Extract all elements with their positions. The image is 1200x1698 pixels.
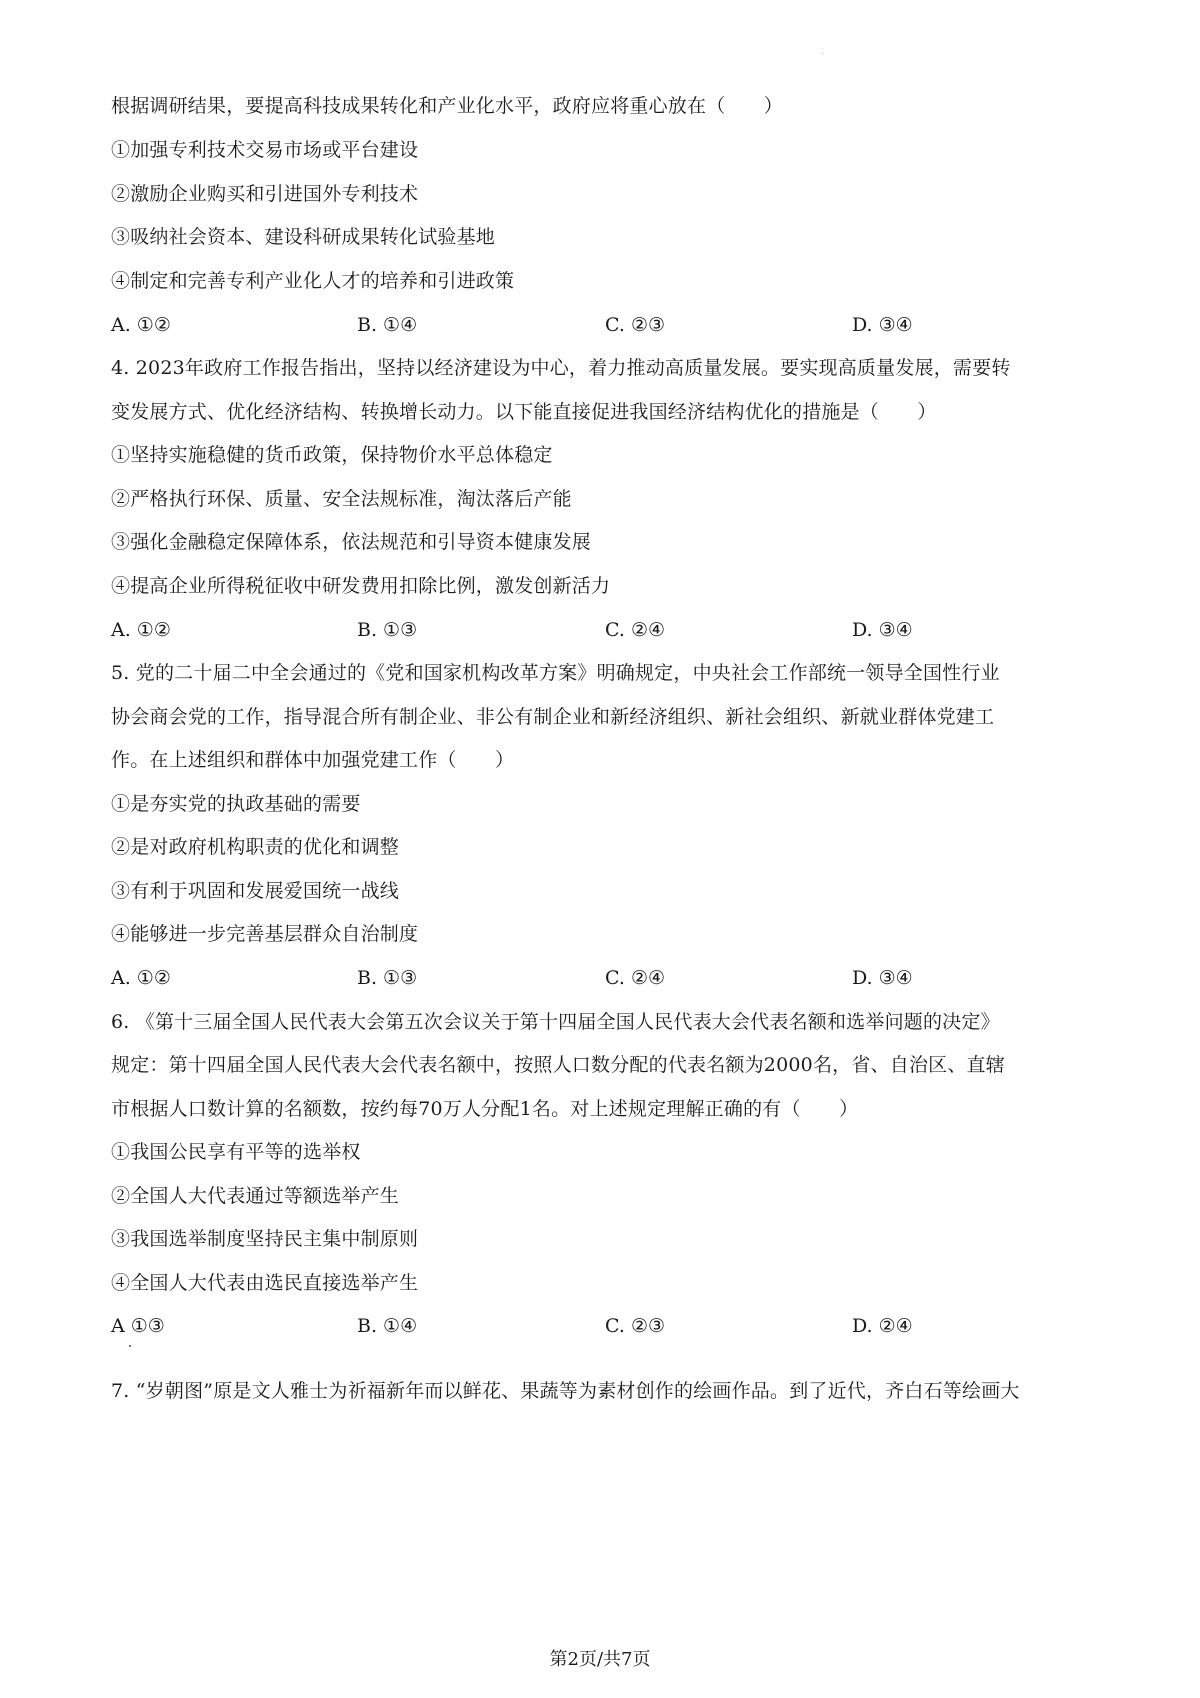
q3-option-a: A. ①② bbox=[111, 314, 171, 336]
q6-option-b: B. ①④ bbox=[357, 1315, 418, 1337]
q3-option-c: C. ②③ bbox=[605, 314, 666, 336]
q5-options bbox=[111, 965, 1101, 991]
stray-dot-mark-top bbox=[822, 53, 823, 54]
q4-item-2: ②严格执行环保、质量、安全法规标准，淘汰落后产能 bbox=[111, 488, 572, 510]
q4-options bbox=[111, 617, 1101, 643]
q3-item-3: ③吸纳社会资本、建设科研成果转化试验基地 bbox=[111, 226, 496, 248]
q5-option-d: D. ③④ bbox=[852, 967, 913, 989]
q3-item-4: ④制定和完善专利产业化人才的培养和引进政策 bbox=[111, 270, 515, 292]
q6-option-a: A ①③ bbox=[111, 1315, 165, 1337]
q5-option-a: A. ①② bbox=[111, 967, 171, 989]
q5-item-4: ④能够进一步完善基层群众自治制度 bbox=[111, 923, 419, 945]
q6-option-d: D. ②④ bbox=[852, 1315, 913, 1337]
q4-item-3: ③强化金融稳定保障体系，依法规范和引导资本健康发展 bbox=[111, 531, 592, 553]
q4-item-1: ①坚持实施稳健的货币政策，保持物价水平总体稳定 bbox=[111, 444, 553, 466]
q3-stem: 根据调研结果，要提高科技成果转化和产业化水平，政府应将重心放在（ ） bbox=[111, 95, 784, 117]
q3-item-1: ①加强专利技术交易市场或平台建设 bbox=[111, 139, 419, 161]
q3-options bbox=[111, 312, 1101, 338]
q3-option-b: B. ①④ bbox=[357, 314, 418, 336]
q5-item-2: ②是对政府机构职责的优化和调整 bbox=[111, 836, 400, 858]
q5-option-c: C. ②④ bbox=[605, 967, 666, 989]
q6-item-2: ②全国人大代表通过等额选举产生 bbox=[111, 1185, 400, 1207]
q4-option-a: A. ①② bbox=[111, 619, 171, 641]
q6-stem-line-1: 6. 《第十三届全国人民代表大会第五次会议关于第十四届全国人民代表大会代表名额和选举问题的决定》 bbox=[111, 1011, 1000, 1033]
q6-options bbox=[111, 1313, 1101, 1339]
q7-stem-line-1: 7. “岁朝图”原是文人雅士为祈福新年而以鲜花、果蔬等为素材创作的绘画作品。到了近代，齐白石等绘画大 bbox=[111, 1380, 1020, 1402]
q4-option-d: D. ③④ bbox=[852, 619, 913, 641]
q4-option-c: C. ②④ bbox=[605, 619, 666, 641]
q6-stem-line-2: 规定：第十四届全国人民代表大会代表名额中，按照人口数分配的代表名额为2000名，省、自治区、直辖 bbox=[111, 1054, 1005, 1076]
q5-stem-line-3: 作。在上述组织和群体中加强党建工作（ ） bbox=[111, 749, 515, 771]
page-number-footer: 第2页/共7页 bbox=[549, 1649, 651, 1670]
q4-option-b: B. ①③ bbox=[357, 619, 418, 641]
q4-stem-line-2: 变发展方式、优化经济结构、转换增长动力。以下能直接促进我国经济结构优化的措施是（ ） bbox=[111, 401, 937, 423]
q4-item-4: ④提高企业所得税征收中研发费用扣除比例，激发创新活力 bbox=[111, 575, 611, 597]
q6-item-1: ①我国公民享有平等的选举权 bbox=[111, 1141, 361, 1163]
q5-stem-line-1: 5. 党的二十届二中全会通过的《党和国家机构改革方案》明确规定，中央社会工作部统一领导全国性行业 bbox=[111, 662, 1000, 684]
q6-stem-line-3: 市根据人口数计算的名额数，按约每70万人分配1名。对上述规定理解正确的有（ ） bbox=[111, 1098, 859, 1120]
q6-item-4: ④全国人大代表由选民直接选举产生 bbox=[111, 1272, 419, 1294]
q5-item-3: ③有利于巩固和发展爱国统一战线 bbox=[111, 880, 400, 902]
q3-item-2: ②激励企业购买和引进国外专利技术 bbox=[111, 183, 419, 205]
q5-item-1: ①是夯实党的执政基础的需要 bbox=[111, 793, 361, 815]
q5-stem-line-2: 协会商会党的工作，指导混合所有制企业、非公有制企业和新经济组织、新社会组织、新就业群体党建工 bbox=[111, 706, 995, 728]
q3-option-d: D. ③④ bbox=[852, 314, 913, 336]
q5-option-b: B. ①③ bbox=[357, 967, 418, 989]
q6-option-c: C. ②③ bbox=[605, 1315, 666, 1337]
q6-item-3: ③我国选举制度坚持民主集中制原则 bbox=[111, 1228, 419, 1250]
q4-stem-line-1: 4. 2023年政府工作报告指出，坚持以经济建设为中心，着力推动高质量发展。要实现高质量发展，需要转 bbox=[111, 357, 1011, 379]
stray-dot-mark bbox=[129, 1345, 131, 1347]
